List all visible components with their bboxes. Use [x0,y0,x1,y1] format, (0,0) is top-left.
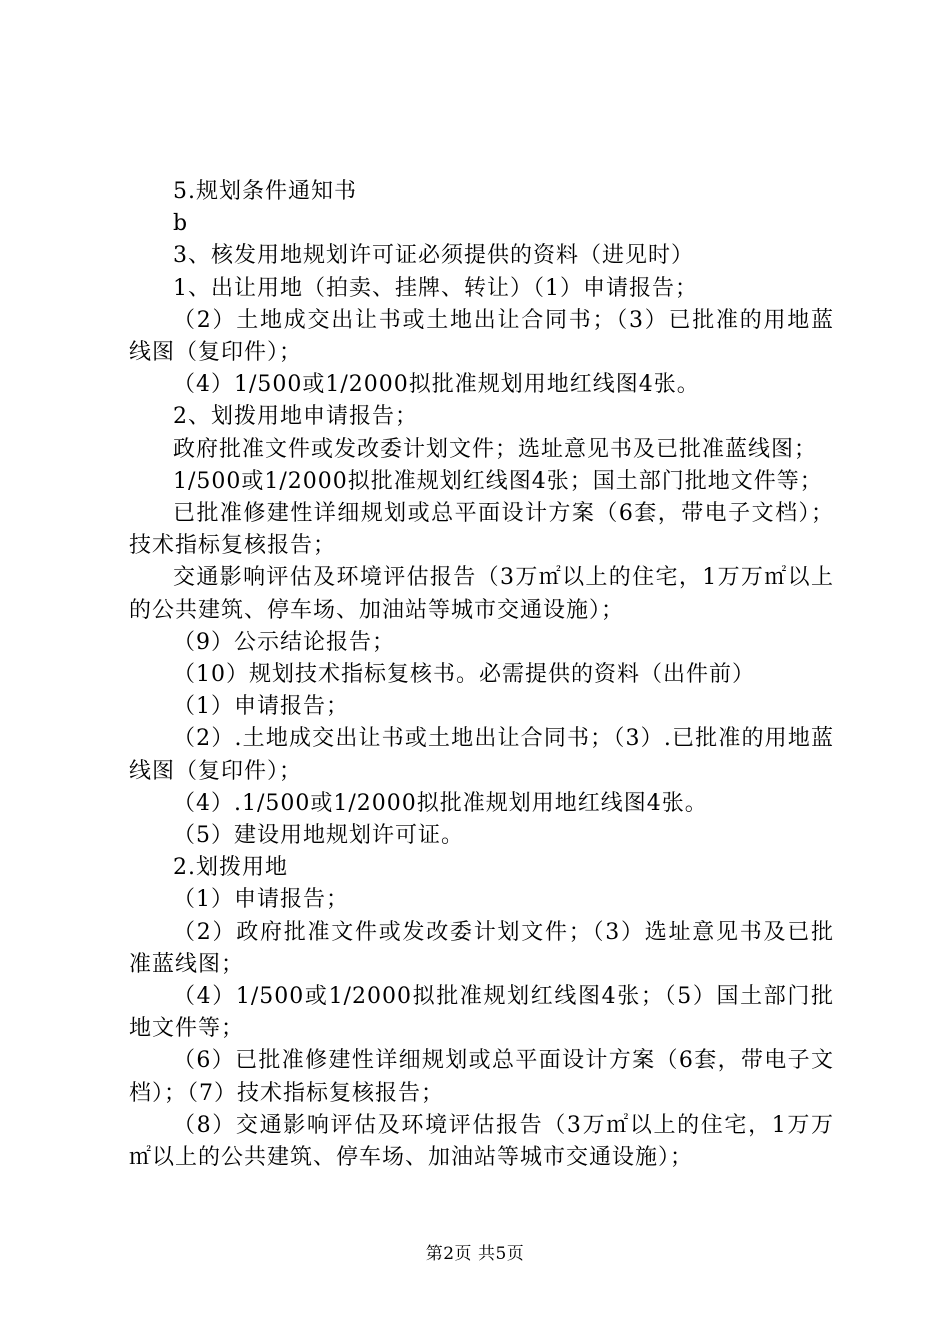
paragraph-7: 2、划拨用地申请报告； [173,404,418,430]
paragraph-21: （4）1/500或1/2000拟批准规划红线图4张；（5）国土部门批地文件等； [129,984,834,1042]
paragraph-15: （2）.土地成交出让书或土地出让合同书；（3）.已批准的用地蓝线图（复印件）； [129,726,834,784]
paragraph-4: 1、出让用地（拍卖、挂牌、转让）（1）申请报告； [173,275,698,301]
paragraph-23: （8）交通影响评估及环境评估报告（3万㎡以上的住宅，1万万㎡以上的公共建筑、停车场、加油站等城市交通设施）； [129,1112,834,1171]
paragraph-12: （9）公示结论报告； [173,629,395,655]
paragraph-11: 交通影响评估及环境评估报告（3万㎡以上的住宅，1万万㎡以上的公共建筑、停车场、加油站等城市交通设施）； [129,565,834,623]
paragraph-9: 1/500或1/2000拟批准规划红线图4张；国土部门批地文件等； [173,468,823,494]
document-body [129,176,834,1174]
page-number-label: 第2页 共5页 [425,1244,525,1264]
paragraph-2: b [173,211,189,237]
page-footer [0,1243,950,1265]
paragraph-20: （2）政府批准文件或发改委计划文件；（3）选址意见书及已批准蓝线图； [129,919,834,977]
paragraph-6: （4）1/500或1/2000拟批准规划用地红线图4张。 [173,372,700,398]
paragraph-3: 3、核发用地规划许可证必须提供的资料（进见时） [173,243,694,269]
paragraph-22: （6）已批准修建性详细规划或总平面设计方案（6套，带电子文档）；（7）技术指标复核报告； [129,1048,834,1106]
paragraph-10: 已批准修建性详细规划或总平面设计方案（6套，带电子文档）；技术指标复核报告； [129,501,834,559]
paragraph-18: 2.划拨用地 [173,855,288,881]
paragraph-13: （10）规划技术指标复核书。必需提供的资料（出件前） [173,662,755,688]
paragraph-8: 政府批准文件或发改委计划文件；选址意见书及已批准蓝线图； [173,436,818,462]
paragraph-17: （5）建设用地规划许可证。 [173,823,464,849]
paragraph-5: （2）土地成交出让书或土地出让合同书；（3）已批准的用地蓝线图（复印件）； [129,307,834,366]
paragraph-14: （1）申请报告； [173,694,349,720]
paragraph-16: （4）.1/500或1/2000拟批准规划用地红线图4张。 [173,790,708,816]
paragraph-19: （1）申请报告； [173,887,349,913]
paragraph-1: 5.规划条件通知书 [173,179,357,204]
